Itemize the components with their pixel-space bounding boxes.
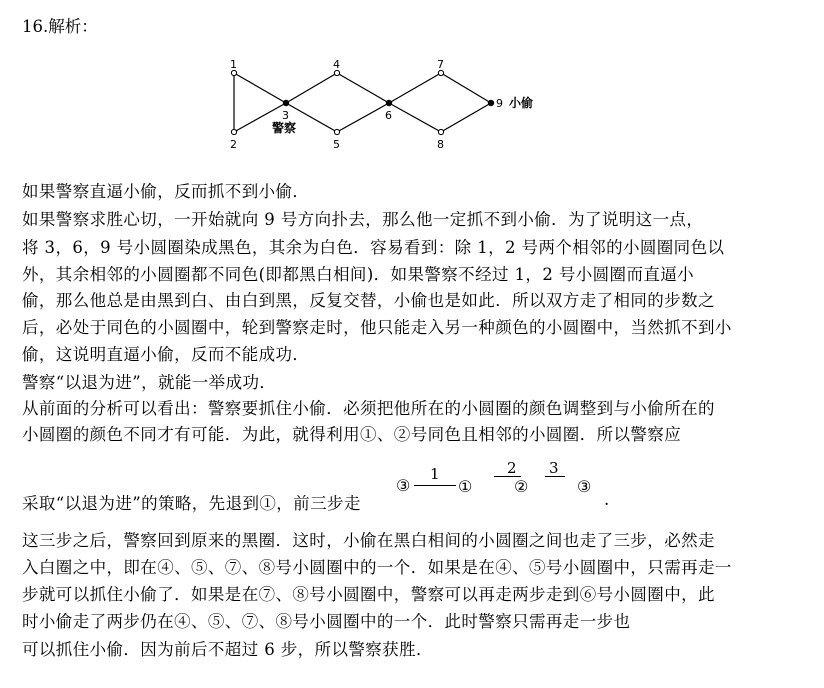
paragraph-line: 后，必处于同色的小圆圈中，轮到警察走时，他只能走入另一种颜色的小圆圈中，当然抓不到小 — [22, 318, 732, 337]
node-8 — [438, 129, 443, 134]
paragraph-line: 偷，这说明直逼小偷，反而不能成功． — [22, 345, 310, 364]
node-label-3: 3 — [282, 109, 289, 122]
node-4 — [334, 70, 339, 75]
paragraph-line: 从前面的分析可以看出：警察要抓住小偷．必须把他所在的小圆圈的颜色调整到与小偷所在的 — [22, 399, 715, 418]
node-9 — [488, 100, 494, 106]
node-label-5: 5 — [333, 138, 340, 151]
paragraph-line: 小圆圈的颜色不同才有可能．为此，就得利用①、②号同色且相邻的小圆圈．所以警察应 — [22, 425, 682, 444]
strategy-text: 采取“以退为进”的策略，先退到①，前三步走 — [22, 494, 361, 513]
step-2-label: 2 — [507, 459, 517, 477]
paragraph-line: 外，其余相邻的小圆圈都不同色(即都黑白相间)．如果警察不经过 1，2 号小圆圈而直逼小 — [22, 265, 695, 284]
paragraph-line: 将 3，6，9 号小圆圈染成黑色，其余为白色．容易看到：除 1，2 号两个相邻的小圆圈同色以 — [22, 238, 725, 257]
node-label-7: 7 — [437, 58, 444, 71]
node-labels — [230, 58, 503, 151]
circled-node-3-end: ③ — [577, 477, 592, 496]
paragraph-line: 偷，那么他总是由黑到白、由白到黑，反复交替，小偷也是如此．所以双方走了相同的步数之 — [22, 291, 715, 310]
node-label-2: 2 — [230, 138, 237, 151]
node-2 — [231, 129, 236, 134]
node-label-1: 1 — [230, 58, 237, 71]
node-label-9: 9 — [496, 97, 503, 110]
paragraph-line: 入白圈之中，即在④、⑤、⑦、⑧号小圆圈中的一个．如果是在④、⑤号小圆圈中，只需再走一 — [22, 558, 732, 577]
graph-nodes — [231, 70, 494, 134]
paragraph-line: 如果警察求胜心切，一开始就向 9 号方向扑去，那么他一定抓不到小偷．为了说明这一点， — [22, 210, 704, 229]
node-7 — [438, 70, 443, 75]
node-3 — [283, 100, 289, 106]
circled-node-1: ① — [458, 477, 473, 496]
paragraph-line: 这三步之后，警察回到原来的黑圈．这时，小偷在黑白相间的小圆圈之间也走了三步，必然走 — [22, 531, 715, 550]
circled-node-3-start: ③ — [396, 476, 411, 495]
police-label: 警察 — [272, 121, 297, 135]
strategy-end: . — [604, 490, 610, 509]
paragraph-line: 可以抓住小偷．因为前后不超过 6 步，所以警察获胜． — [22, 640, 433, 659]
step-1-line — [414, 485, 456, 486]
step-1-label: 1 — [430, 465, 440, 483]
circled-node-2: ② — [514, 477, 529, 496]
node-label-4: 4 — [333, 58, 340, 71]
step-3-label: 3 — [549, 459, 559, 477]
node-1 — [231, 70, 236, 75]
paragraph-line: 如果警察直逼小偷，反而抓不到小偷． — [22, 182, 310, 201]
node-5 — [334, 129, 339, 134]
section-heading: 16.解析： — [22, 17, 98, 36]
node-label-6: 6 — [385, 109, 392, 122]
node-6 — [386, 100, 392, 106]
node-label-8: 8 — [437, 138, 444, 151]
thief-label: 小偷 — [509, 96, 534, 110]
paragraph-line: 时小偷走了两步仍在④、⑤、⑦、⑧号小圆圈中的一个．此时警察只需再走一步也 — [22, 612, 631, 631]
paragraph-line: 警察“以退为进”，就能一举成功． — [22, 373, 277, 392]
graph-diagram — [0, 0, 824, 170]
paragraph-line: 步就可以抓住小偷了．如果是在⑦、⑧号小圆圈中，警察可以再走两步走到⑥号小圆圈中，此 — [22, 585, 715, 604]
